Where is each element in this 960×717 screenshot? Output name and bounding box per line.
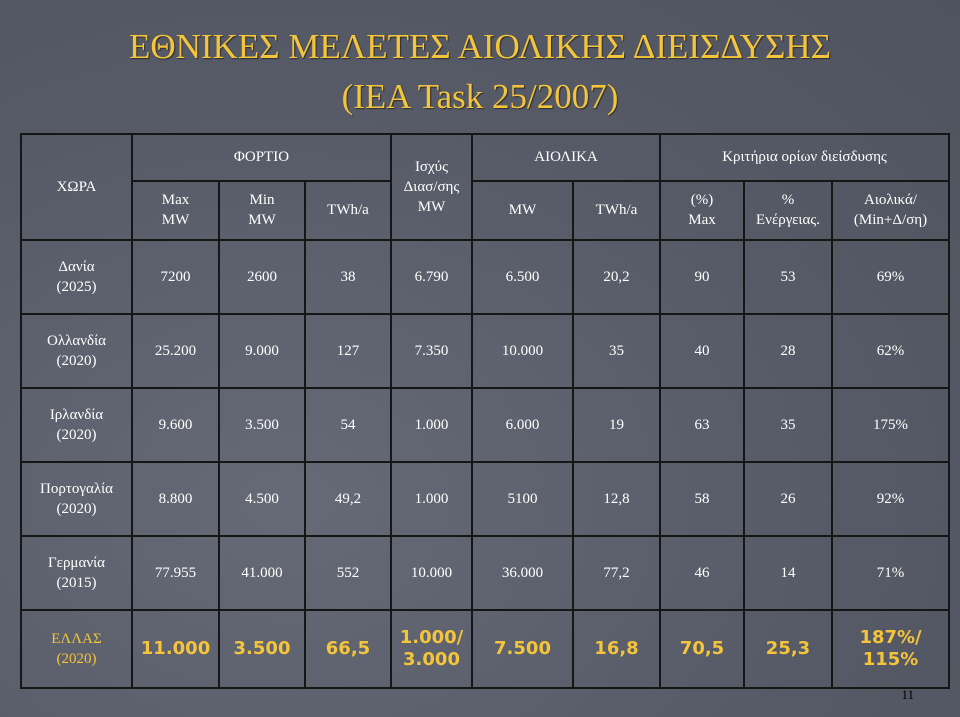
value-cell: 7.500 xyxy=(472,610,573,688)
value-cell: 71% xyxy=(832,536,949,610)
value-cell: 77.955 xyxy=(132,536,219,610)
value-cell: 9.600 xyxy=(132,388,219,462)
header-interconnection: Ισχύς Διασ/σης MW xyxy=(391,134,472,240)
value-cell: 54 xyxy=(305,388,391,462)
country-cell: Πορτογαλία (2020) xyxy=(21,462,132,536)
value-cell: 11.000 xyxy=(132,610,219,688)
value-cell: 35 xyxy=(744,388,832,462)
header-load: ΦΟΡΤΙΟ xyxy=(132,134,391,181)
header-load-max: Max MW xyxy=(132,181,219,240)
value-cell: 69% xyxy=(832,240,949,314)
value-cell: 4.500 xyxy=(219,462,305,536)
value-cell: 6.790 xyxy=(391,240,472,314)
value-cell: 41.000 xyxy=(219,536,305,610)
value-cell: 552 xyxy=(305,536,391,610)
value-cell: 46 xyxy=(660,536,744,610)
header-load-twh: TWh/a xyxy=(305,181,391,240)
value-cell: 63 xyxy=(660,388,744,462)
value-cell: 58 xyxy=(660,462,744,536)
table-row-greece xyxy=(21,610,949,688)
value-cell: 92% xyxy=(832,462,949,536)
header-criteria: Κριτήρια ορίων διείσδυσης xyxy=(660,134,949,181)
country-cell: ΕΛΛΑΣ (2020) xyxy=(21,610,132,688)
header-country: ΧΩΡΑ xyxy=(21,134,132,240)
value-cell: 26 xyxy=(744,462,832,536)
value-cell: 70,5 xyxy=(660,610,744,688)
value-cell: 3.500 xyxy=(219,388,305,462)
value-cell: 1.000 xyxy=(391,388,472,462)
country-cell: Ιρλανδία (2020) xyxy=(21,388,132,462)
header-load-min: Min MW xyxy=(219,181,305,240)
value-cell: 53 xyxy=(744,240,832,314)
value-cell: 20,2 xyxy=(573,240,660,314)
value-cell: 40 xyxy=(660,314,744,388)
value-cell: 16,8 xyxy=(573,610,660,688)
value-cell: 19 xyxy=(573,388,660,462)
value-cell: 90 xyxy=(660,240,744,314)
value-cell: 7200 xyxy=(132,240,219,314)
value-cell: 14 xyxy=(744,536,832,610)
table-row xyxy=(21,314,949,388)
header-wind: ΑΙΟΛΙΚΑ xyxy=(472,134,660,181)
value-cell: 7.350 xyxy=(391,314,472,388)
wind-penetration-table xyxy=(20,133,950,689)
value-cell: 2600 xyxy=(219,240,305,314)
table-row xyxy=(21,462,949,536)
value-cell: 10.000 xyxy=(391,536,472,610)
value-cell: 12,8 xyxy=(573,462,660,536)
header-crit-max: (%) Max xyxy=(660,181,744,240)
value-cell: 25,3 xyxy=(744,610,832,688)
value-cell: 8.800 xyxy=(132,462,219,536)
country-cell: Δανία (2025) xyxy=(21,240,132,314)
value-cell: 77,2 xyxy=(573,536,660,610)
country-cell: Ολλανδία (2020) xyxy=(21,314,132,388)
value-cell: 5100 xyxy=(472,462,573,536)
value-cell: 9.000 xyxy=(219,314,305,388)
value-cell: 10.000 xyxy=(472,314,573,388)
value-cell: 38 xyxy=(305,240,391,314)
header-crit-energy: % Ενέργειας. xyxy=(744,181,832,240)
value-cell: 36.000 xyxy=(472,536,573,610)
value-cell: 1.000 xyxy=(391,462,472,536)
value-cell: 127 xyxy=(305,314,391,388)
table-row xyxy=(21,388,949,462)
value-cell: 6.000 xyxy=(472,388,573,462)
table-row xyxy=(21,240,949,314)
value-cell: 62% xyxy=(832,314,949,388)
header-wind-twh: TWh/a xyxy=(573,181,660,240)
value-cell: 6.500 xyxy=(472,240,573,314)
table-row xyxy=(21,536,949,610)
slide-title: ΕΘΝΙΚΕΣ ΜΕΛΕΤΕΣ ΑΙΟΛΙΚΗΣ ΔΙΕΙΣΔΥΣΗΣ xyxy=(129,27,831,66)
slide-subtitle: (IEA Task 25/2007) xyxy=(341,77,619,116)
value-cell: 187%/ 115% xyxy=(832,610,949,688)
header-crit-ratio: Αιολικά/ (Min+Δ/ση) xyxy=(832,181,949,240)
value-cell: 35 xyxy=(573,314,660,388)
value-cell: 175% xyxy=(832,388,949,462)
value-cell: 1.000/ 3.000 xyxy=(391,610,472,688)
value-cell: 25.200 xyxy=(132,314,219,388)
header-wind-mw: MW xyxy=(472,181,573,240)
page-number: 11 xyxy=(901,687,914,702)
value-cell: 28 xyxy=(744,314,832,388)
value-cell: 3.500 xyxy=(219,610,305,688)
value-cell: 66,5 xyxy=(305,610,391,688)
country-cell: Γερμανία (2015) xyxy=(21,536,132,610)
value-cell: 49,2 xyxy=(305,462,391,536)
